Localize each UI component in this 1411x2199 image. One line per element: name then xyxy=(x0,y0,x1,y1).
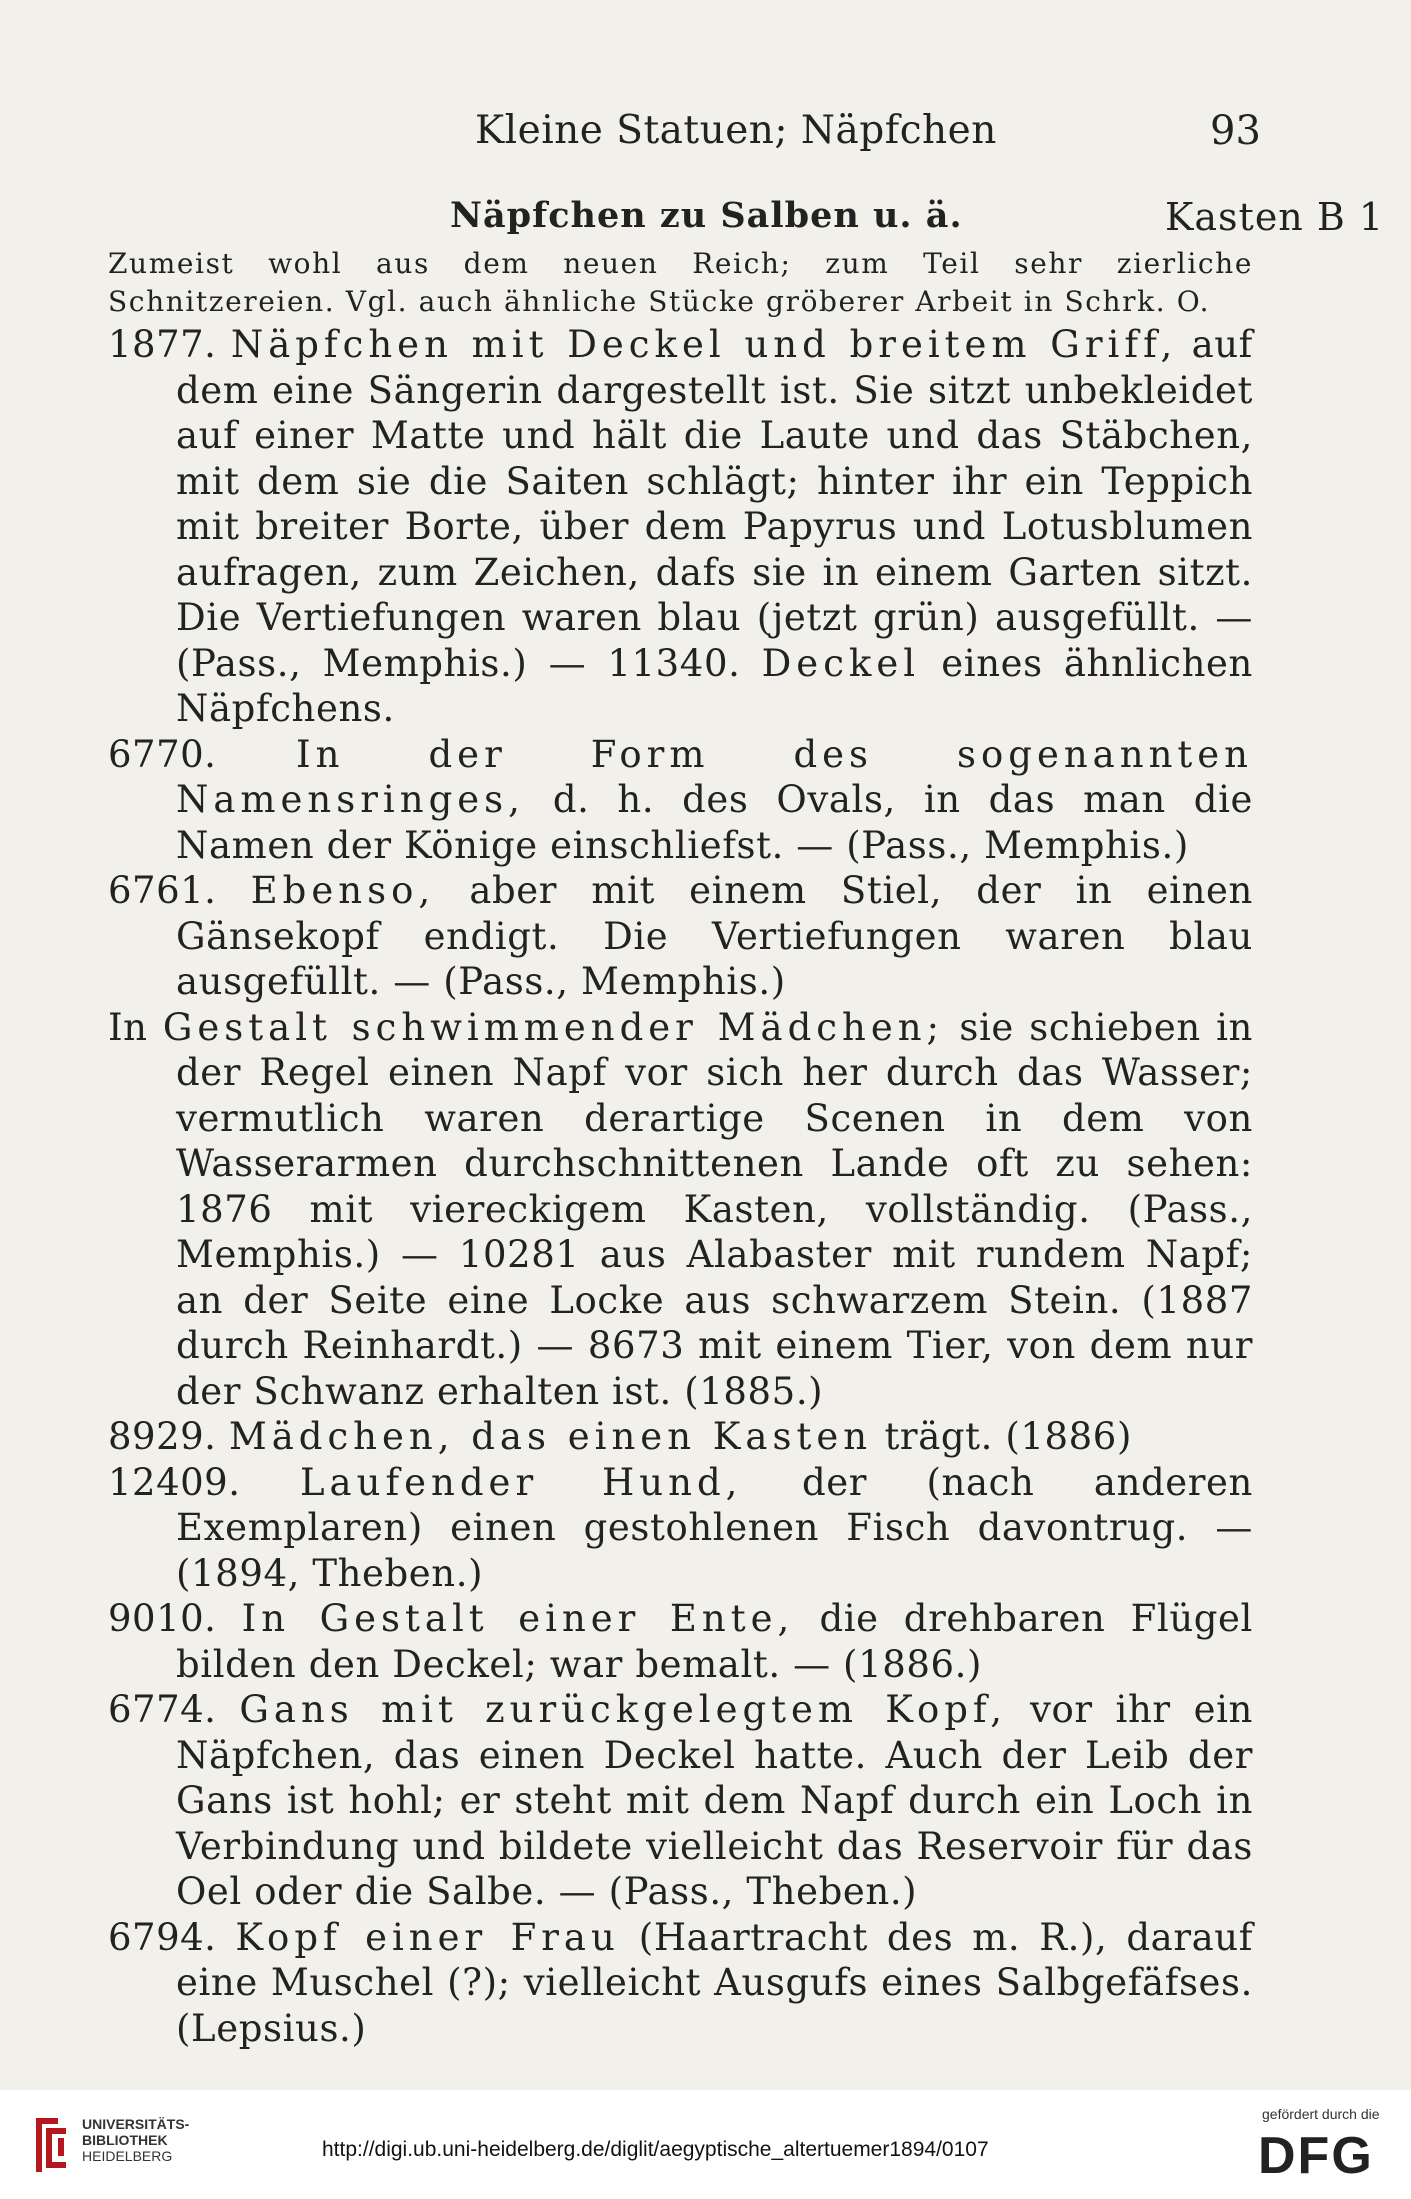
catalog-entry xyxy=(108,1414,1253,1460)
entry-text: die drehbaren Flügel bilden den Deckel; war bemalt. — (1886.) xyxy=(176,1597,1253,1686)
library-name xyxy=(82,2116,189,2164)
entry-text: aber mit einem Stiel, der in einen Gänsekopf endigt. Die Vertiefungen waren blau ausgefüllt. — (Pass., Memphis.) xyxy=(176,869,1253,1003)
entry-number: 6770. xyxy=(108,732,217,776)
catalog-entry xyxy=(108,732,1253,869)
entry-heading: Gestalt schwimmender Mädchen; xyxy=(162,1005,945,1049)
entry-heading: Gans mit zurückgelegtem Kopf, xyxy=(239,1688,1008,1731)
entry-text: auf dem eine Sängerin dargestellt ist. Sie sitzt unbekleidet auf einer Matte und hält die Laute und das Stäbchen, mit dem sie die Saiten schlägt; hinter ihr ein Teppich mit breiter Borte, über dem Papyrus und Lotusblumen aufragen, zum Zeichen, dafs sie in einem Garten sitzt. Die Vertiefungen waren blau (jetzt grün) ausgefüllt. — (Pass., Memphis.) — 11340. xyxy=(176,323,1253,685)
entry-heading: Mädchen, das einen Kasten xyxy=(228,1415,873,1458)
entry-text: vor ihr ein Näpfchen, das einen Deckel hatte. Auch der Leib der Gans ist hohl; er steht mit dem Napf durch ein Loch in Verbindung und bildete vielleicht das Reservoir für das Oel oder die Salbe. — (Pass., Theben.) xyxy=(176,1688,1253,1913)
library-logo-icon xyxy=(28,2112,74,2178)
entry-number: 6761. xyxy=(108,869,217,912)
library-name-line: UNIVERSITÄTS- xyxy=(82,2116,190,2132)
entry-number: In xyxy=(108,1005,148,1049)
entry-text: d. h. des Ovals, in das man die Namen der Könige einschliefst. — (Pass., Memphis.) xyxy=(176,778,1253,867)
source-url-link[interactable]: http://digi.ub.uni-heidelberg.de/diglit/aegyptische_altertuemer1894/0107 xyxy=(322,2138,989,2161)
entry-number: 9010. xyxy=(108,1597,217,1640)
section-title: Näpfchen zu Salben u. ä. xyxy=(450,195,963,236)
entry-heading: Näpfchen mit Deckel und breitem Griff, xyxy=(230,323,1178,366)
catalog-entry xyxy=(108,1687,1253,1915)
entry-heading: In Gestalt einer Ente, xyxy=(241,1597,795,1640)
catalog-entry xyxy=(108,322,1253,732)
catalog-entry xyxy=(108,1005,1253,1415)
entry-heading: Ebenso, xyxy=(250,869,436,912)
catalog-entry xyxy=(108,1596,1253,1687)
running-title: Kleine Statuen; Näpfchen xyxy=(475,108,997,153)
entry-text-secondary: eines ähnlichen Näpfchens. xyxy=(176,641,1253,730)
library-name-line: HEIDELBERG xyxy=(82,2148,173,2164)
catalog-entry xyxy=(108,1460,1253,1597)
entry-number: 12409. xyxy=(108,1460,241,1504)
entry-number: 8929. xyxy=(108,1415,217,1458)
case-label: Kasten B 1 xyxy=(1165,195,1385,239)
entry-heading: Kopf einer Frau xyxy=(235,1915,620,1959)
page-header xyxy=(0,108,1411,168)
catalog-entry xyxy=(108,1915,1253,2052)
digitization-footer xyxy=(0,2090,1411,2199)
entry-number: 6794. xyxy=(108,1915,217,1959)
entry-text: (Haartracht des m. R.), darauf eine Muschel (?); vielleicht Ausgufs eines Salbgefäfses. (Lepsius.) xyxy=(176,1915,1253,2050)
entry-number: 1877. xyxy=(108,323,217,366)
library-name-line: BIBLIOTHEK xyxy=(82,2132,168,2148)
entry-heading: In der Form des sogenannten Namensringes, xyxy=(176,732,1253,821)
entry-list xyxy=(108,322,1253,2051)
entry-text: trägt. (1886) xyxy=(884,1415,1132,1458)
entry-text: sie schieben in der Regel einen Napf vor sich her durch das Wasser; vermutlich waren derartige Scenen in dem von Wasserarmen durchschnittenen Lande oft zu sehen: 1876 mit viereckigem Kasten, vollständig. (Pass., Memphis.) — 10281 aus Alabaster mit rundem Napf; an der Seite eine Locke aus schwarzem Stein. (1887 durch Reinhardt.) — 8673 mit einem Tier, von dem nur der Schwanz erhalten ist. (1885.) xyxy=(176,1005,1253,1413)
entry-text: der (nach anderen Exemplaren) einen gestohlenen Fisch davontrug. — (1894, Theben.) xyxy=(176,1460,1253,1595)
entry-heading: Laufender Hund, xyxy=(299,1460,743,1504)
section-intro: Zumeist wohl aus dem neuen Reich; zum Teil sehr zierliche Schnitzereien. Vgl. auch ähnliche Stücke gröberer Arbeit in Schrk. O. xyxy=(108,247,1253,318)
page-number: 93 xyxy=(1210,108,1261,154)
entry-heading-secondary: Deckel xyxy=(761,641,921,685)
dfg-logo: DFG xyxy=(1258,2127,1374,2185)
entry-number: 6774. xyxy=(108,1688,217,1731)
funded-by-label: gefördert durch die xyxy=(1262,2106,1380,2122)
catalog-entry xyxy=(108,868,1253,1005)
